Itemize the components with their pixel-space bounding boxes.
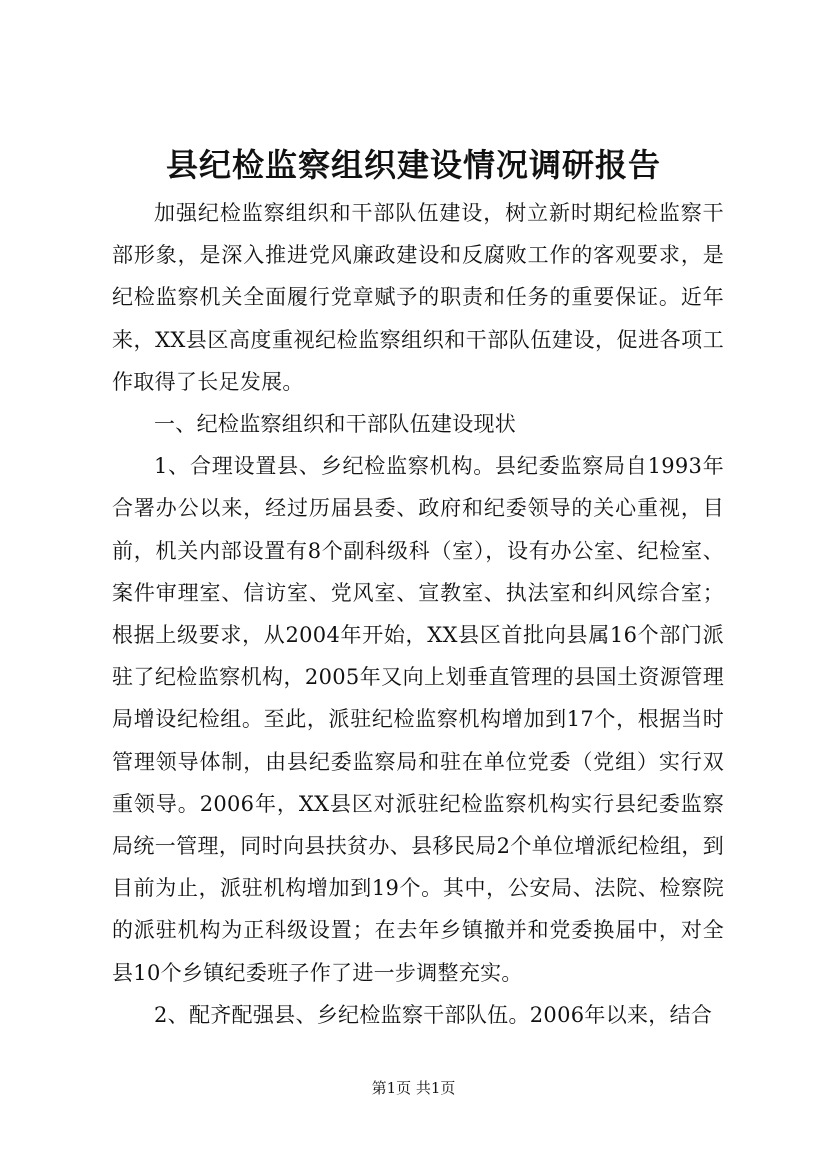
paragraph-intro: 加强纪检监察组织和干部队伍建设，树立新时期纪检监察干部形象，是深入推进党风廉政建设和反腐败工作的客观要求，是纪检监察机关全面履行党章赋予的职责和任务的重要保证。近年来，XX县区高度重视纪检监察组织和干部队伍建设，促进各项工作取得了长足发展。 (112, 201, 724, 394)
section-heading: 一、纪检监察组织和干部队伍建设现状 (154, 412, 517, 437)
document-title: 县纪检监察组织建设情况调研报告 (165, 146, 661, 184)
page-number: 第1页 共1页 (371, 1079, 456, 1097)
paragraph-item-2: 2、配齐配强县、乡纪检监察干部队伍。2006年以来，结合 (154, 1002, 713, 1027)
document-body (112, 192, 724, 1036)
paragraph-item-1: 1、合理设置县、乡纪检监察机构。县纪委监察局自1993年合署办公以来，经过历届县委、政府和纪委领导的关心重视，目前，机关内部设置有8个副科级科（室），设有办公室、纪检室、案件审理室、信访室、党风室、宣教室、执法室和纠风综合室；根据上级要求，从2004年开始，XX县区首批向县属16个部门派驻了纪检监察机构，2005年又向上划垂直管理的县国土资源管理局增设纪检组。至此，派驻纪检监察机构增加到17个，根据当时管理领导体制，由县纪委监察局和驻在单位党委（党组）实行双重领导。2006年，XX县区对派驻纪检监察机构实行县纪委监察局统一管理，同时向县扶贫办、县移民局2个单位增派纪检组，到目前为止，派驻机构增加到19个。其中，公安局、法院、检察院的派驻机构为正科级设置；在去年乡镇撤并和党委换届中，对全县10个乡镇纪委班子作了进一步调整充实。 (112, 454, 724, 985)
